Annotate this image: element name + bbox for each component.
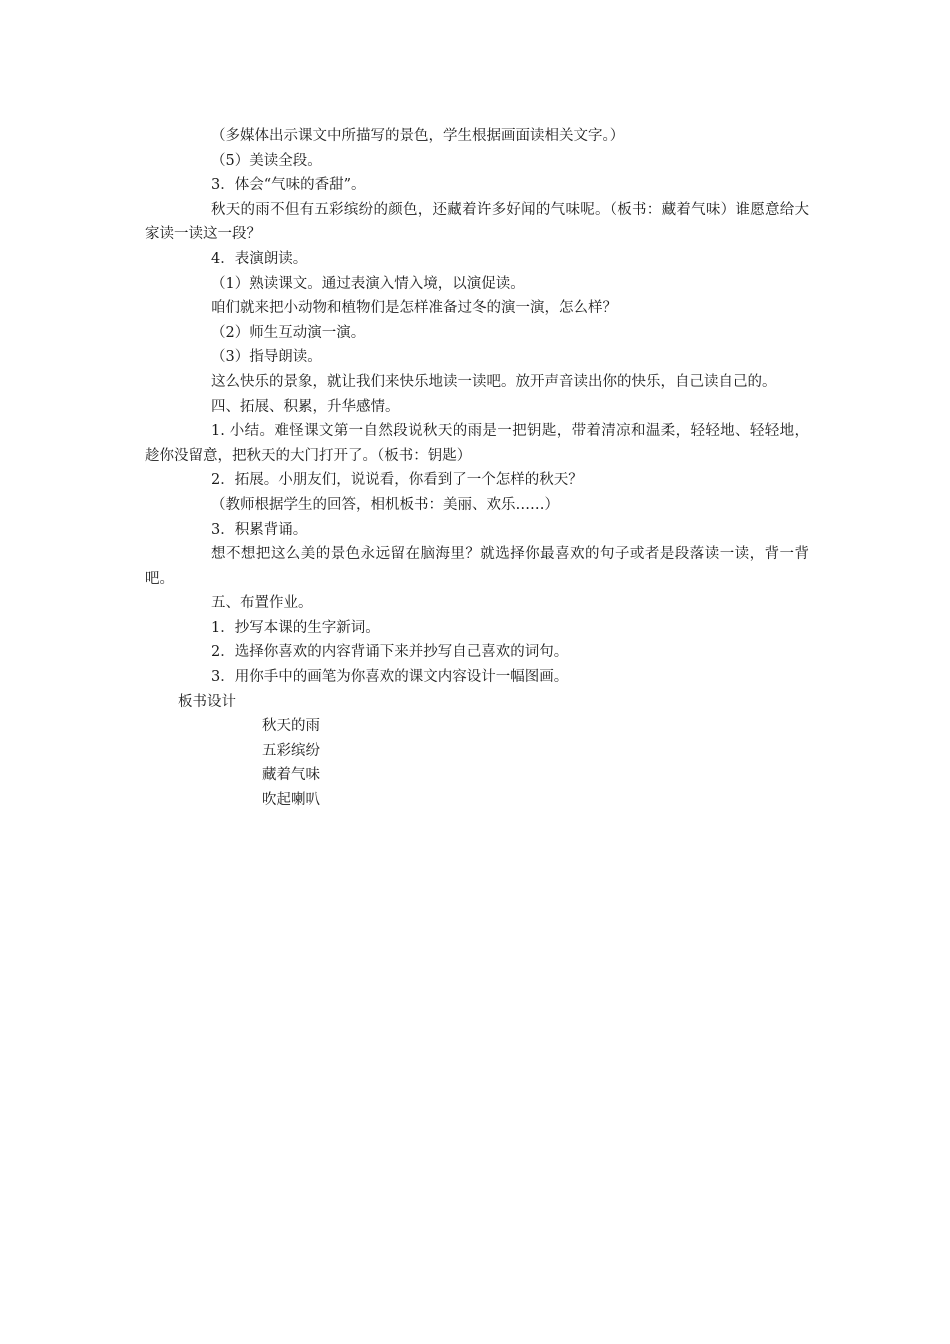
paragraph: （5）美读全段。 [211, 152, 322, 169]
board-line: 藏着气味 [262, 767, 320, 784]
board-line: 五彩缤纷 [262, 742, 320, 759]
paragraph: 4．表演朗读。 [211, 250, 308, 267]
homework-item: 1．抄写本课的生字新词。 [211, 619, 380, 636]
paragraph: 1. 小结。难怪课文第一自然段说秋天的雨是一把钥匙，带着清凉和温柔，轻轻地、轻轻地，趁你没留意，把秋天的大门打开了。（板书：钥匙） [145, 423, 809, 464]
homework-item: 3．用你手中的画笔为你喜欢的课文内容设计一幅图画。 [211, 669, 569, 686]
paragraph: （多媒体出示课文中所描写的景色，学生根据画面读相关文字。） [211, 128, 625, 144]
document-body [145, 124, 809, 813]
board-line: 秋天的雨 [262, 718, 320, 735]
paragraph: 想不想把这么美的景色永远留在脑海里？就选择你最喜欢的句子或者是段落读一读，背一背吧。 [145, 546, 809, 587]
paragraph: （2）师生互动演一演。 [211, 324, 366, 341]
section-heading: 五、布置作业。 [211, 595, 313, 612]
board-line: 吹起喇叭 [262, 792, 320, 809]
homework-item: 2．选择你喜欢的内容背诵下来并抄写自己喜欢的词句。 [211, 644, 569, 661]
paragraph: 2．拓展。小朋友们，说说看，你看到了一个怎样的秋天？ [211, 472, 583, 489]
paragraph: 3．体会“气味的香甜”。 [211, 177, 366, 194]
paragraph: （3）指导朗读。 [211, 349, 322, 366]
paragraph: （教师根据学生的回答，相机板书：美丽、欢乐……） [211, 496, 559, 513]
paragraph: 这么快乐的景象，就让我们来快乐地读一读吧。放开声音读出你的快乐，自己读自己的。 [211, 373, 777, 390]
paragraph: 咱们就来把小动物和植物们是怎样准备过冬的演一演，怎么样？ [211, 300, 617, 317]
paragraph: 秋天的雨不但有五彩缤纷的颜色，还藏着许多好闻的气味呢。（板书：藏着气味）谁愿意给大家读一读这一段？ [145, 201, 809, 243]
board-design-heading: 板书设计 [178, 693, 236, 710]
paragraph: 3．积累背诵。 [211, 521, 308, 538]
section-heading: 四、拓展、积累，升华感情。 [211, 398, 400, 415]
paragraph: （1）熟读课文。通过表演入情入境，以演促读。 [211, 275, 525, 292]
